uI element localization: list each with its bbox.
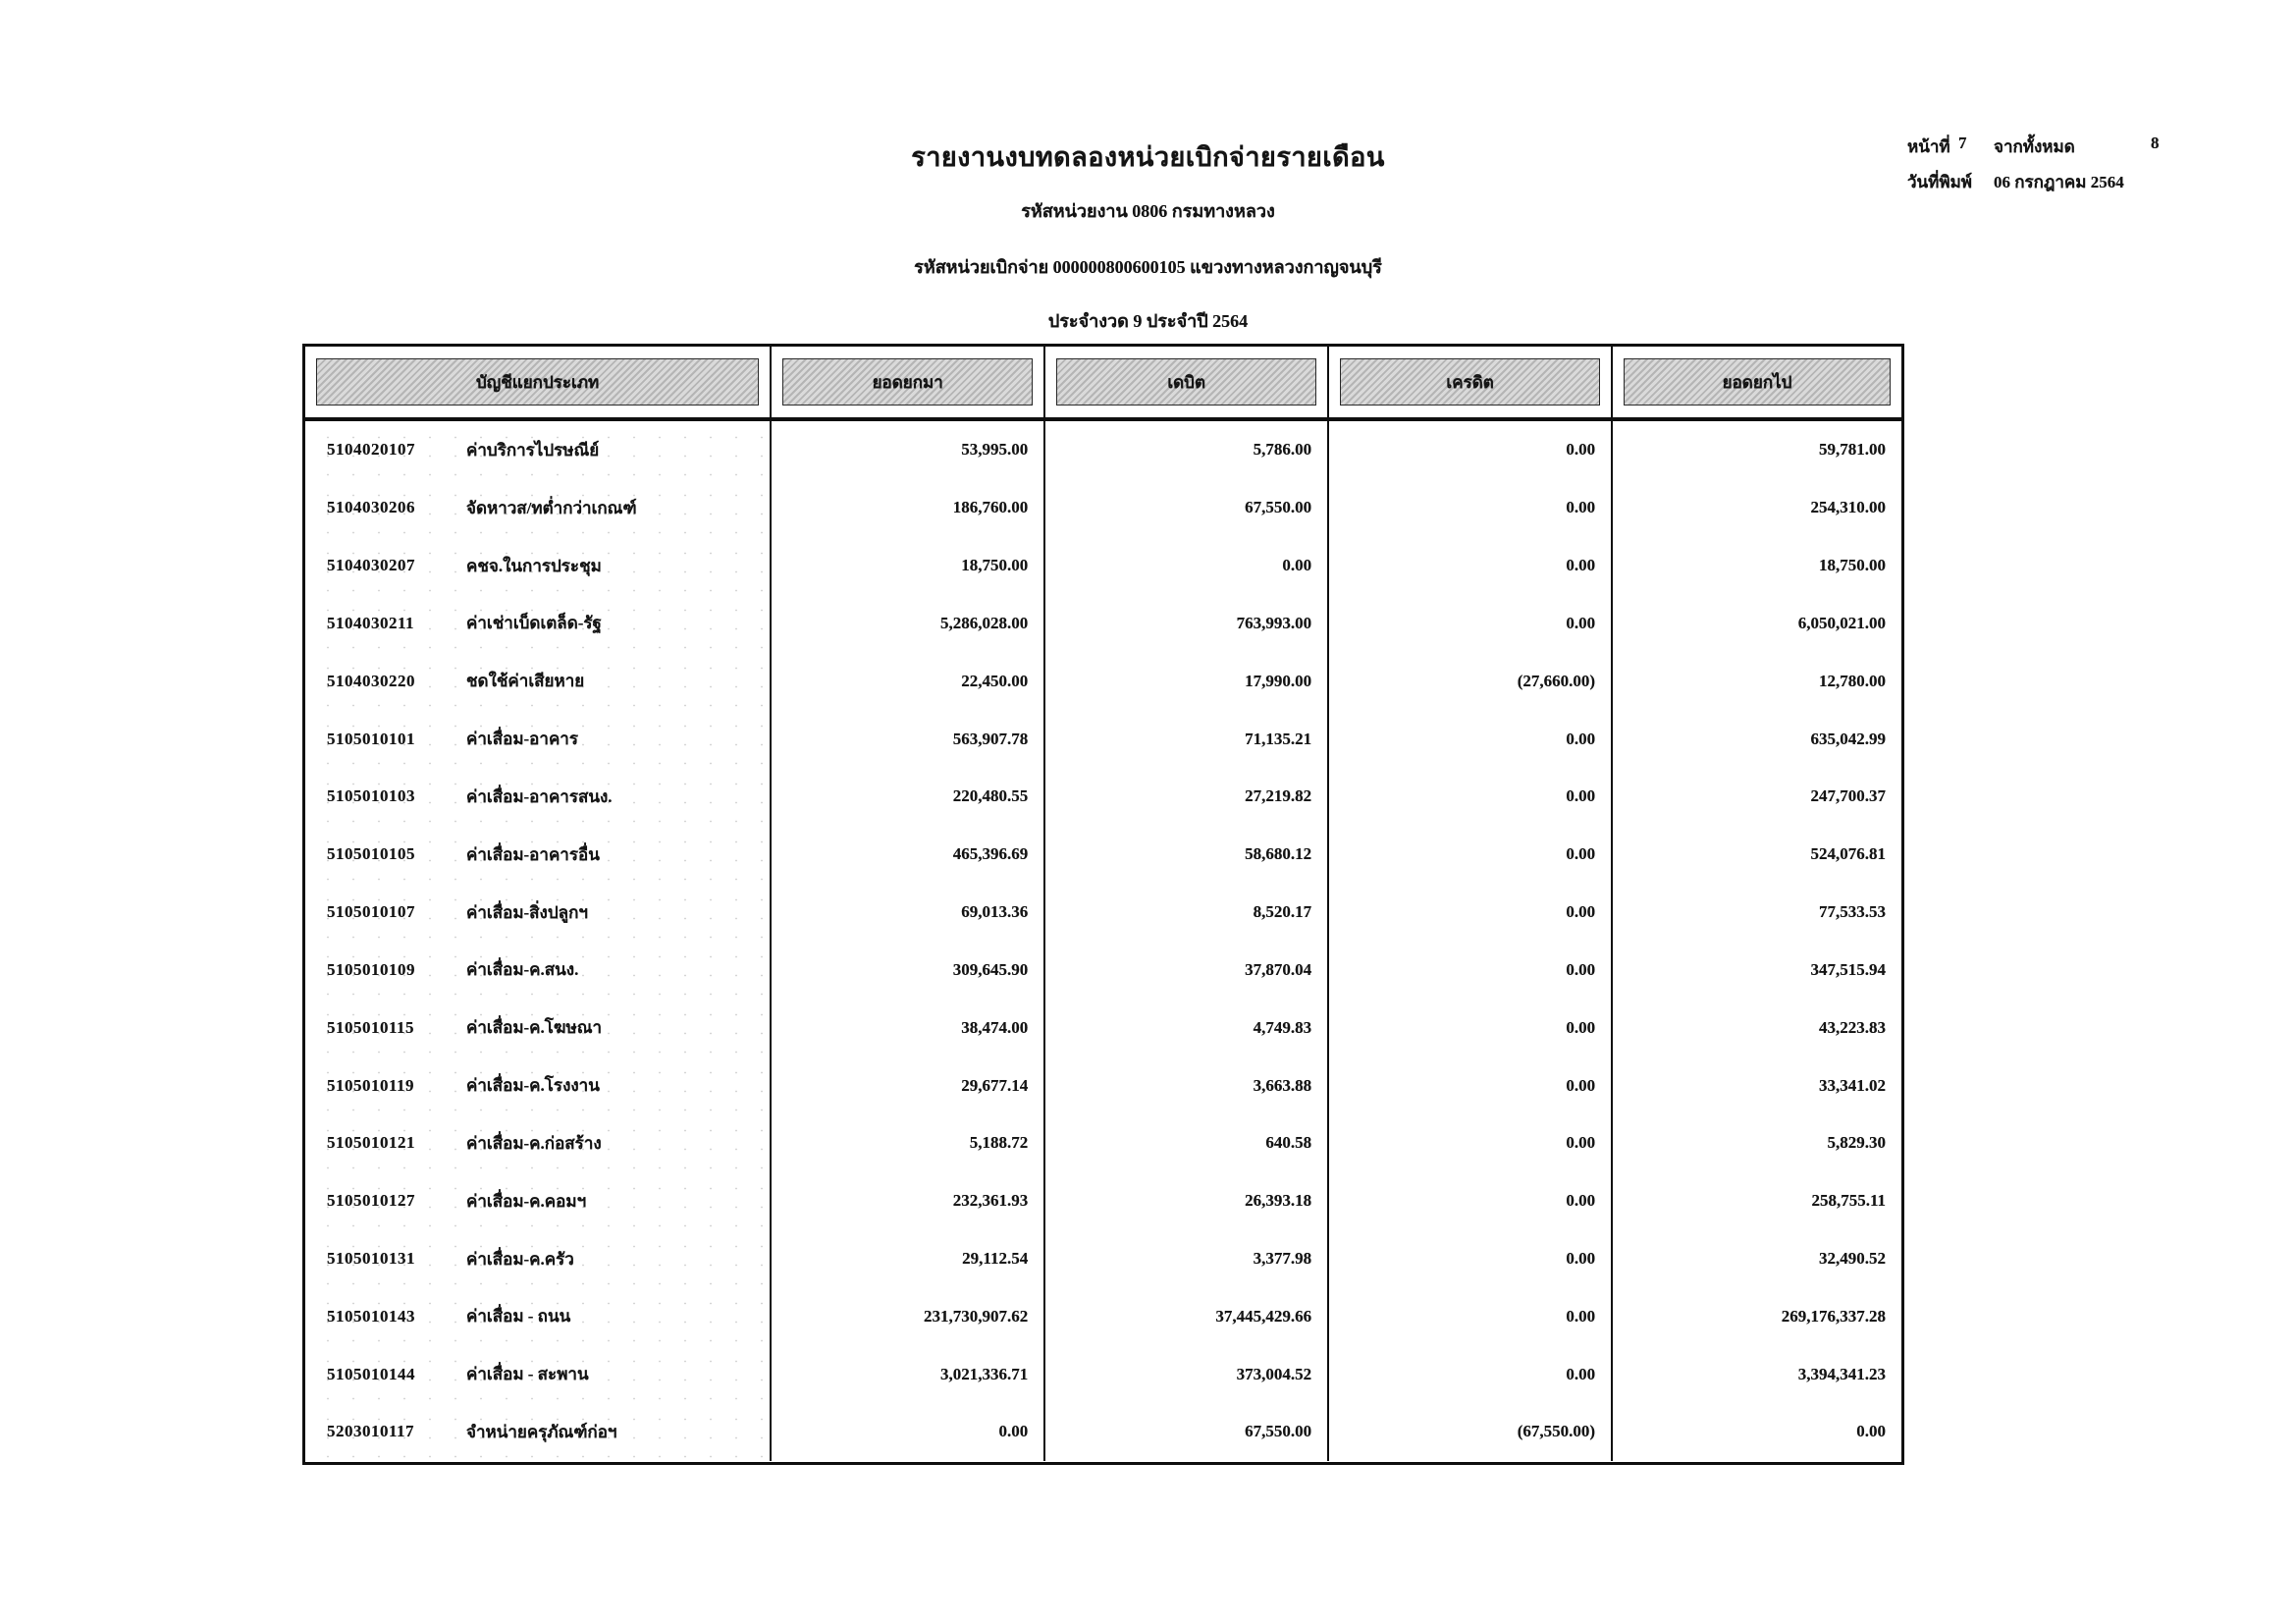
closing-balance-cell: 347,515.94: [1810, 959, 1886, 979]
account-name: ค่าเสื่อม-ค.โรงงาน: [466, 1076, 600, 1096]
account-code: 5105010127: [327, 1191, 415, 1211]
column-header-debit: [1045, 347, 1329, 417]
debit-cell: 373,004.52: [1045, 1345, 1329, 1403]
opening-balance-cell: 220,480.55: [772, 768, 1045, 826]
debit-cell: 3,377.98: [1045, 1230, 1329, 1288]
table-row: [305, 1230, 1901, 1288]
account-cell: [305, 710, 772, 768]
credit-cell: 0.00: [1329, 421, 1613, 479]
credit-cell: 0.00: [1329, 537, 1613, 595]
closing-balance-cell: 77,533.53: [1819, 902, 1886, 922]
account-code: 5104020107: [327, 440, 415, 460]
account-code: 5105010109: [327, 959, 415, 979]
credit-cell: 0.00: [1329, 1056, 1613, 1114]
table-row: [305, 1345, 1901, 1403]
credit-cell: 0.00: [1329, 710, 1613, 768]
opening-balance-cell: 38,474.00: [772, 999, 1045, 1056]
account-cell: [305, 1287, 772, 1345]
table-header-row: [305, 347, 1901, 421]
account-name: ค่าเสื่อม - ถนน: [466, 1307, 571, 1326]
account-cell: [305, 594, 772, 652]
account-code: 5105010143: [327, 1306, 415, 1326]
closing-balance-cell: 247,700.37: [1810, 786, 1886, 806]
opening-balance-cell: 232,361.93: [772, 1172, 1045, 1230]
of-total-label: จากทั้งหมด: [1994, 137, 2075, 156]
column-header-account-label: บัญชีแยกประเภท: [316, 358, 759, 406]
column-header-credit: [1329, 347, 1613, 417]
opening-balance-cell: 231,730,907.62: [772, 1287, 1045, 1345]
closing-balance-cell: 12,780.00: [1819, 671, 1886, 690]
closing-balance-cell: 269,176,337.28: [1781, 1306, 1886, 1326]
debit-cell: 27,219.82: [1045, 768, 1329, 826]
account-cell: [305, 1403, 772, 1461]
agency-code-line: รหัสหน่วยงาน 0806 กรมทางหลวง: [1021, 201, 1275, 221]
closing-balance-cell: 254,310.00: [1810, 498, 1886, 517]
table-row: [305, 537, 1901, 595]
credit-cell: 0.00: [1329, 594, 1613, 652]
account-cell: [305, 1114, 772, 1172]
column-header-closing-balance-label: ยอดยกไป: [1624, 358, 1891, 406]
credit-cell: 0.00: [1329, 479, 1613, 537]
credit-cell: 0.00: [1329, 1172, 1613, 1230]
closing-balance-cell: 32,490.52: [1819, 1249, 1886, 1268]
closing-balance-cell: 3,394,341.23: [1797, 1364, 1886, 1383]
account-code: 5105010107: [327, 902, 415, 922]
account-code: 5105010105: [327, 844, 415, 864]
credit-cell: 0.00: [1329, 941, 1613, 999]
trial-balance-table: [302, 344, 1904, 1465]
account-code: 5105010103: [327, 786, 415, 806]
credit-cell: 0.00: [1329, 1345, 1613, 1403]
table-row: [305, 479, 1901, 537]
opening-balance-cell: 3,021,336.71: [772, 1345, 1045, 1403]
table-row: [305, 594, 1901, 652]
account-code: 5104030206: [327, 498, 415, 517]
debit-cell: 0.00: [1045, 537, 1329, 595]
debit-cell: 67,550.00: [1045, 479, 1329, 537]
table-row: [305, 1403, 1901, 1461]
opening-balance-cell: 22,450.00: [772, 652, 1045, 710]
closing-balance-cell: 6,050,021.00: [1797, 613, 1886, 632]
table-row: [305, 941, 1901, 999]
account-code: 5104030207: [327, 556, 415, 575]
account-name: ค่าเสื่อม-อาคารสนง.: [466, 786, 613, 806]
account-cell: [305, 1345, 772, 1403]
closing-balance-cell: 18,750.00: [1819, 556, 1886, 575]
account-code: 5105010144: [327, 1364, 415, 1383]
account-name: ค่าเสื่อม-อาคาร: [466, 730, 578, 749]
account-name: ชดใช้ค่าเสียหาย: [466, 672, 585, 691]
opening-balance-cell: 18,750.00: [772, 537, 1045, 595]
credit-cell: (27,660.00): [1329, 652, 1613, 710]
credit-cell: 0.00: [1329, 1114, 1613, 1172]
closing-balance-cell: 524,076.81: [1810, 844, 1886, 864]
table-row: [305, 999, 1901, 1056]
column-header-opening-balance-label: ยอดยกมา: [782, 358, 1033, 406]
account-code: 5105010101: [327, 729, 415, 748]
account-cell: [305, 421, 772, 479]
account-cell: [305, 826, 772, 884]
opening-balance-cell: 29,112.54: [772, 1230, 1045, 1288]
table-row: [305, 1056, 1901, 1114]
credit-cell: 0.00: [1329, 826, 1613, 884]
disbursement-unit-line: รหัสหน่วยเบิกจ่าย 000000800600105 แขวงทางหลวงกาญจนบุรี: [914, 257, 1382, 277]
account-name: จำหน่ายครุภัณฑ์ก่อฯ: [466, 1422, 617, 1441]
account-cell: [305, 768, 772, 826]
opening-balance-cell: 0.00: [772, 1403, 1045, 1461]
debit-cell: 58,680.12: [1045, 826, 1329, 884]
account-code: 5104030220: [327, 671, 415, 690]
account-name: จัดหาวส/ทต่ำกว่าเกณฑ์: [466, 498, 637, 517]
table-row: [305, 884, 1901, 942]
account-code: 5105010115: [327, 1017, 415, 1037]
opening-balance-cell: 53,995.00: [772, 421, 1045, 479]
table-row: [305, 652, 1901, 710]
opening-balance-cell: 186,760.00: [772, 479, 1045, 537]
closing-balance-cell: 59,781.00: [1819, 440, 1886, 460]
table-row: [305, 421, 1901, 479]
account-cell: [305, 479, 772, 537]
column-header-credit-label: เครดิต: [1340, 358, 1600, 406]
page-label: หน้าที่: [1907, 137, 1950, 156]
account-name: ค่าเสื่อม - สะพาน: [466, 1365, 589, 1384]
credit-cell: 0.00: [1329, 1287, 1613, 1345]
period-line: ประจำงวด 9 ประจำปี 2564: [1047, 311, 1249, 331]
opening-balance-cell: 309,645.90: [772, 941, 1045, 999]
closing-balance-cell: 33,341.02: [1819, 1075, 1886, 1095]
table-row: [305, 710, 1901, 768]
opening-balance-cell: 29,677.14: [772, 1056, 1045, 1114]
opening-balance-cell: 69,013.36: [772, 884, 1045, 942]
account-name: ค่าเสื่อม-อาคารอื่น: [466, 844, 600, 864]
account-code: 5104030211: [327, 613, 415, 632]
column-header-closing-balance: [1613, 347, 1901, 417]
account-cell: [305, 652, 772, 710]
account-name: ค่าเสื่อม-ค.ครัว: [466, 1249, 574, 1269]
table-row: [305, 826, 1901, 884]
closing-balance-cell: 635,042.99: [1810, 729, 1886, 748]
table-row: [305, 1287, 1901, 1345]
closing-balance-cell: 0.00: [1856, 1422, 1886, 1441]
account-cell: [305, 1056, 772, 1114]
account-name: คชจ.ในการประชุม: [466, 556, 602, 575]
column-header-opening-balance: [772, 347, 1045, 417]
credit-cell: 0.00: [1329, 1230, 1613, 1288]
debit-cell: 4,749.83: [1045, 999, 1329, 1056]
account-name: ค่าเสื่อม-ค.โฆษณา: [466, 1018, 603, 1038]
opening-balance-cell: 5,286,028.00: [772, 594, 1045, 652]
closing-balance-cell: 5,829.30: [1827, 1133, 1886, 1153]
column-header-debit-label: เดบิต: [1056, 358, 1316, 406]
credit-cell: 0.00: [1329, 999, 1613, 1056]
credit-cell: 0.00: [1329, 768, 1613, 826]
opening-balance-cell: 563,907.78: [772, 710, 1045, 768]
page-number: 7: [1958, 134, 1967, 152]
account-name: ค่าเสื่อม-ค.คอมฯ: [466, 1191, 587, 1211]
debit-cell: 640.58: [1045, 1114, 1329, 1172]
closing-balance-cell: 43,223.83: [1819, 1017, 1886, 1037]
account-cell: [305, 999, 772, 1056]
page-meta: [1907, 134, 2231, 202]
table-row: [305, 1114, 1901, 1172]
debit-cell: 3,663.88: [1045, 1056, 1329, 1114]
debit-cell: 26,393.18: [1045, 1172, 1329, 1230]
account-name: ค่าบริการไปรษณีย์: [466, 440, 600, 460]
debit-cell: 71,135.21: [1045, 710, 1329, 768]
account-name: ค่าเสื่อม-ค.ก่อสร้าง: [466, 1133, 602, 1153]
debit-cell: 37,445,429.66: [1045, 1287, 1329, 1345]
print-date-label: วันที่พิมพ์: [1907, 173, 1972, 191]
table-row: [305, 768, 1901, 826]
debit-cell: 67,550.00: [1045, 1403, 1329, 1461]
opening-balance-cell: 465,396.69: [772, 826, 1045, 884]
debit-cell: 5,786.00: [1045, 421, 1329, 479]
account-code: 5105010119: [327, 1075, 415, 1095]
account-name: ค่าเสื่อม-ค.สนง.: [466, 960, 579, 980]
total-pages: 8: [2151, 134, 2160, 152]
table-body: [305, 421, 1901, 1461]
account-cell: [305, 1230, 772, 1288]
account-name: ค่าเสื่อม-สิ่งปลูกฯ: [466, 902, 588, 922]
account-code: 5203010117: [327, 1422, 415, 1441]
report-title: รายงานงบทดลองหน่วยเบิกจ่ายรายเดือน: [911, 142, 1385, 172]
account-cell: [305, 1172, 772, 1230]
opening-balance-cell: 5,188.72: [772, 1114, 1045, 1172]
account-code: 5105010121: [327, 1133, 415, 1153]
print-date-value: 06 กรกฎาคม 2564: [1994, 173, 2124, 191]
debit-cell: 8,520.17: [1045, 884, 1329, 942]
column-header-account: [305, 347, 772, 417]
account-cell: [305, 884, 772, 942]
credit-cell: 0.00: [1329, 884, 1613, 942]
closing-balance-cell: 258,755.11: [1811, 1191, 1886, 1211]
debit-cell: 17,990.00: [1045, 652, 1329, 710]
debit-cell: 763,993.00: [1045, 594, 1329, 652]
account-cell: [305, 537, 772, 595]
account-cell: [305, 941, 772, 999]
credit-cell: (67,550.00): [1329, 1403, 1613, 1461]
account-name: ค่าเช่าเบ็ดเตล็ด-รัฐ: [466, 614, 602, 633]
debit-cell: 37,870.04: [1045, 941, 1329, 999]
table-row: [305, 1172, 1901, 1230]
account-code: 5105010131: [327, 1249, 415, 1268]
